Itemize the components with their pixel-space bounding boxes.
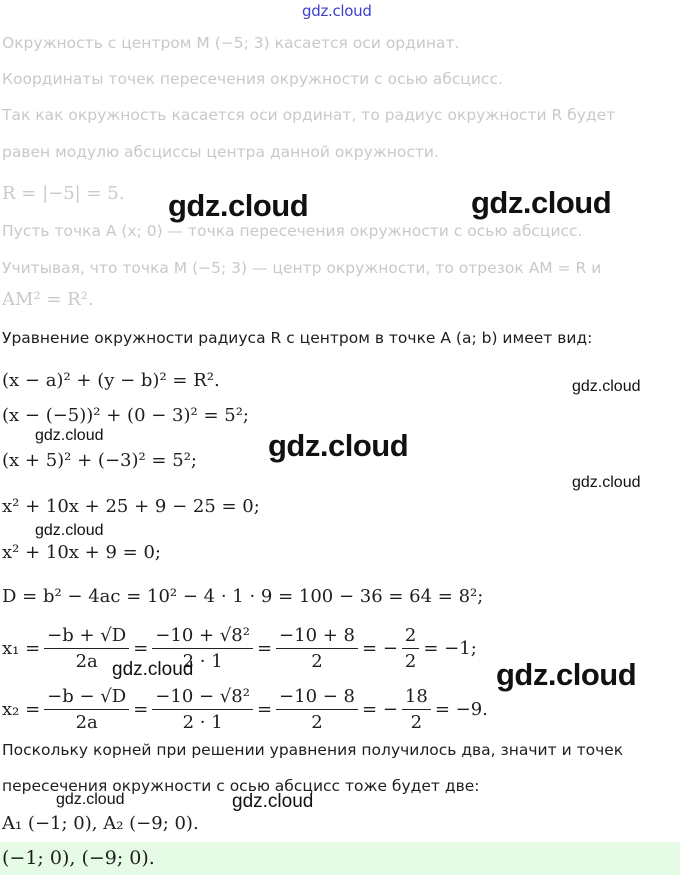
x2-reduced-fraction: $\frac{18}{2}$ <box>402 686 431 733</box>
answer-text: (−1; 0), (−9; 0). <box>2 847 155 869</box>
watermark-medium: gdz.cloud <box>232 791 314 812</box>
conclusion-line-2: пересечения окружности с осью абсцисс тоже будет две: <box>2 777 480 795</box>
am-equation: AM² = R². <box>2 289 94 310</box>
watermark-large: gdz.cloud <box>471 185 612 220</box>
radius-line-2: равен модулю абсциссы центра данной окружности. <box>2 143 439 161</box>
x2-substituted-fraction: $\frac{\text{−10 − √8²}}{2 \cdot 1}$ <box>152 686 253 733</box>
watermark-small: gdz.cloud <box>572 378 641 395</box>
x1-evaluated-fraction: $\frac{-10 + 8}{2}$ <box>276 625 358 672</box>
equation-simplified: (x + 5)² + (−3)² = 5²; <box>2 450 197 471</box>
x2-formula-fraction: $\frac{-b - √D}{2a}$ <box>44 686 129 733</box>
x1-reduced-fraction: $\frac{2}{2}$ <box>402 625 419 672</box>
center-line: Учитывая, что точка M (−5; 3) — центр окружности, то отрезок AM = R и <box>2 259 602 277</box>
x1-formula-fraction: $\frac{-b + √D}{2a}$ <box>44 625 129 672</box>
watermark-large: gdz.cloud <box>496 657 637 692</box>
watermark-small: gdz.cloud <box>35 427 104 444</box>
root-x2-equation: x₂ = $\frac{-b - √D}{2a}$ = $\frac{\text{−10 − √8²}}{2 \cdot 1}$ = $\frac{-10 - 8}{2}$ = − $\frac{18}{2}$ = −9. <box>2 686 488 733</box>
given-line-1: Окружность с центром M (−5; 3) касается оси ординат. <box>2 34 460 52</box>
x2-label: x₂ = <box>2 699 41 720</box>
given-line-2: Координаты точек пересечения окружности с осью абсцисс. <box>2 70 503 88</box>
conclusion-line-1: Поскольку корней при решении уравнения получилось два, значит и точек <box>2 741 624 759</box>
x1-result: = −1; <box>423 638 477 659</box>
watermark-large: gdz.cloud <box>268 428 409 463</box>
equation-general: (x − a)² + (y − b)² = R². <box>2 370 220 391</box>
radius-line-1: Так как окружность касается оси ординат, то радиус окружности R будет <box>2 106 616 124</box>
point-line: Пусть точка A (x; 0) — точка пересечения окружности с осью абсцисс. <box>2 222 583 240</box>
equation-substituted: (x − (−5))² + (0 − 3)² = 5²; <box>2 405 249 426</box>
watermark-small: gdz.cloud <box>56 791 125 808</box>
watermark-small: gdz.cloud <box>572 474 641 491</box>
intersection-points: A₁ (−1; 0), A₂ (−9; 0). <box>2 813 199 834</box>
equation-intro: Уравнение окружности радиуса R с центром в точке A (a; b) имеет вид: <box>2 329 593 347</box>
watermark-medium: gdz.cloud <box>112 659 194 680</box>
top-watermark: gdz.cloud <box>302 2 372 20</box>
root-x1-equation: x₁ = $\frac{-b + √D}{2a}$ = $\frac{\text{−10 + √8²}}{2 \cdot 1}$ = $\frac{-10 + 8}{2}$ = − $\frac{2}{2}$ = −1; <box>2 625 477 672</box>
watermark-large: gdz.cloud <box>168 188 309 223</box>
equation-expanded: x² + 10x + 25 + 9 − 25 = 0; <box>2 496 260 517</box>
watermark-small: gdz.cloud <box>35 522 104 539</box>
x2-result: = −9. <box>434 699 488 720</box>
x1-substituted-fraction: $\frac{\text{−10 + √8²}}{2 \cdot 1}$ <box>152 625 253 672</box>
x2-evaluated-fraction: $\frac{-10 - 8}{2}$ <box>276 686 358 733</box>
equation-quadratic: x² + 10x + 9 = 0; <box>2 542 161 563</box>
discriminant-equation: D = b² − 4ac = 10² − 4 · 1 · 9 = 100 − 36 = 64 = 8²; <box>2 586 484 607</box>
radius-equation: R = |−5| = 5. <box>2 183 125 204</box>
x1-label: x₁ = <box>2 638 41 659</box>
